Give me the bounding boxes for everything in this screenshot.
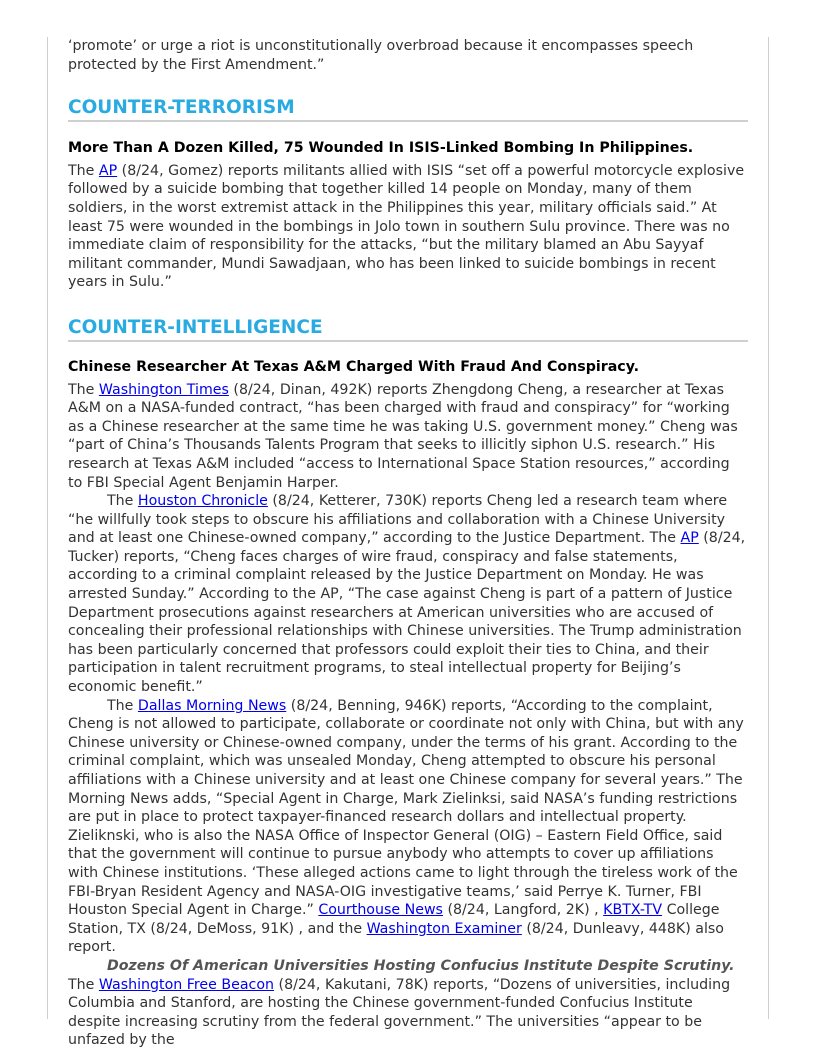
headline-texas-am: Chinese Researcher At Texas A&M Charged With Fraud And Conspiracy. (68, 358, 640, 375)
left-margin-rule (47, 37, 48, 1019)
headline-philippines-bombing: More Than A Dozen Killed, 75 Wounded In ISIS-Linked Bombing In Philippines. (68, 140, 694, 157)
right-margin-rule (768, 37, 769, 1019)
link-houston-chronicle[interactable]: Houston Chronicle (137, 493, 268, 510)
section-title-counter-intelligence: COUNTER-INTELLIGENCE (68, 317, 748, 342)
subhead-confucius-institute: Dozens Of American Universities Hosting Confucius Institute Despite Scrutiny. (107, 957, 735, 974)
link-washington-times[interactable]: Washington Times (98, 381, 229, 398)
link-ap-tucker[interactable]: AP (680, 530, 699, 547)
paragraph-washington-times: The Washington Times (8/24, Dinan, 492K) reports Zhengdong Cheng, a researcher at Texas A&M on a NASA-funded contract, “has been charged with fraud and conspiracy” for “working as a Chinese researcher at the same time he was taking U.S. government money.” Cheng was “part of China’s Thousands Talents Program that seeks to illicitly siphon U.S. research.” His research at Texas A&M included “access to International Space Station resources,” according to FBI Special Agent Benjamin Harper. (68, 381, 738, 491)
intro-paragraph: ‘promote’ or urge a riot is unconstitutionally overbroad because it encompasses speech protected by the First Amendment.” (68, 38, 694, 73)
link-washington-free-beacon[interactable]: Washington Free Beacon (98, 976, 275, 993)
paragraph-free-beacon: The Washington Free Beacon (8/24, Kakutani, 78K) reports, “Dozens of universities, including Columbia and Stanford, are hosting the Chinese government-funded Confucius Institute despite increasing scrutiny from the federal government.” The universities “appear to be unfazed by the (68, 976, 731, 1049)
paragraph-philippines: The AP (8/24, Gomez) reports militants allied with ISIS “set off a powerful motorcycle explosive followed by a suicide bombing that together killed 14 people on Monday, many of them soldiers, in the worst extremist attack in the Philippines this year, military officials said.” At least 75 were wounded in the bombings in Jolo town in southern Sulu province. There was no immediate claim of responsibility for the attacks, “but the military blamed an Abu Sayyaf militant commander, Mundi Sawadjaan, who has been linked to suicide bombings in recent years in Sulu.” (68, 162, 745, 291)
link-washington-examiner[interactable]: Washington Examiner (366, 920, 522, 937)
link-kbtx-tv[interactable]: KBTX-TV (603, 902, 663, 919)
link-dallas-morning-news[interactable]: Dallas Morning News (137, 697, 287, 714)
section-title-counter-terrorism: COUNTER-TERRORISM (68, 97, 748, 122)
paragraph-dallas-morning-news: The Dallas Morning News (8/24, Benning, 946K) reports, “According to the complaint, Cheng is not allowed to participate, collaborate or coordinate not only with China, but with any Chinese university or Chinese-owned company, under the terms of his grant. According to the criminal complaint, which was unsealed Monday, Cheng attempted to obscure his personal affiliations with a Chinese university and at least one Chinese company for several years.” The Morning News adds, “Special Agent in Charge, Mark Zielinksi, said NASA’s funding restrictions are put in place to protect taxpayer-financed research dollars and intellectual property. Zieliknski, who is also the NASA Office of Inspector General (OIG) – Eastern Field Office, said that the government will continue to pursue anybody who attempts to cover up affiliations with Chinese institutions. ‘These alleged actions came to light through the tireless work of the FBI-Bryan Resident Agency and NASA-OIG investigative teams,’ said Perrye K. Turner, FBI Houston Special Agent in Charge.” Courthouse News (8/24, Langford, 2K) , KBTX-TV College Station, TX (8/24, DeMoss, 91K) , and the Washington Examiner (8/24, Dunleavy, 448K) also report. (68, 697, 744, 956)
link-courthouse-news[interactable]: Courthouse News (318, 902, 443, 919)
article-content (68, 37, 748, 1050)
link-ap[interactable]: AP (98, 162, 118, 179)
paragraph-houston-chronicle: The Houston Chronicle (8/24, Ketterer, 730K) reports Cheng led a research team where “he willfully took steps to obscure his affiliations and collaboration with a Chinese University and at least one Chinese-owned company,” according to the Justice Department. The AP (8/24, Tucker) reports, “Cheng faces charges of wire fraud, conspiracy and false statements, according to a criminal complaint released by the Justice Department on Monday. He was arrested Sunday.” According to the AP, “The case against Cheng is part of a pattern of Justice Department prosecutions against researchers at American universities who are accused of concealing their professional relationships with Chinese universities. The Trump administration has been particularly concerned that professors could exploit their ties to China, and their participation in talent recruitment programs, to steal intellectual property for Beijing’s economic benefit.” (68, 493, 746, 696)
